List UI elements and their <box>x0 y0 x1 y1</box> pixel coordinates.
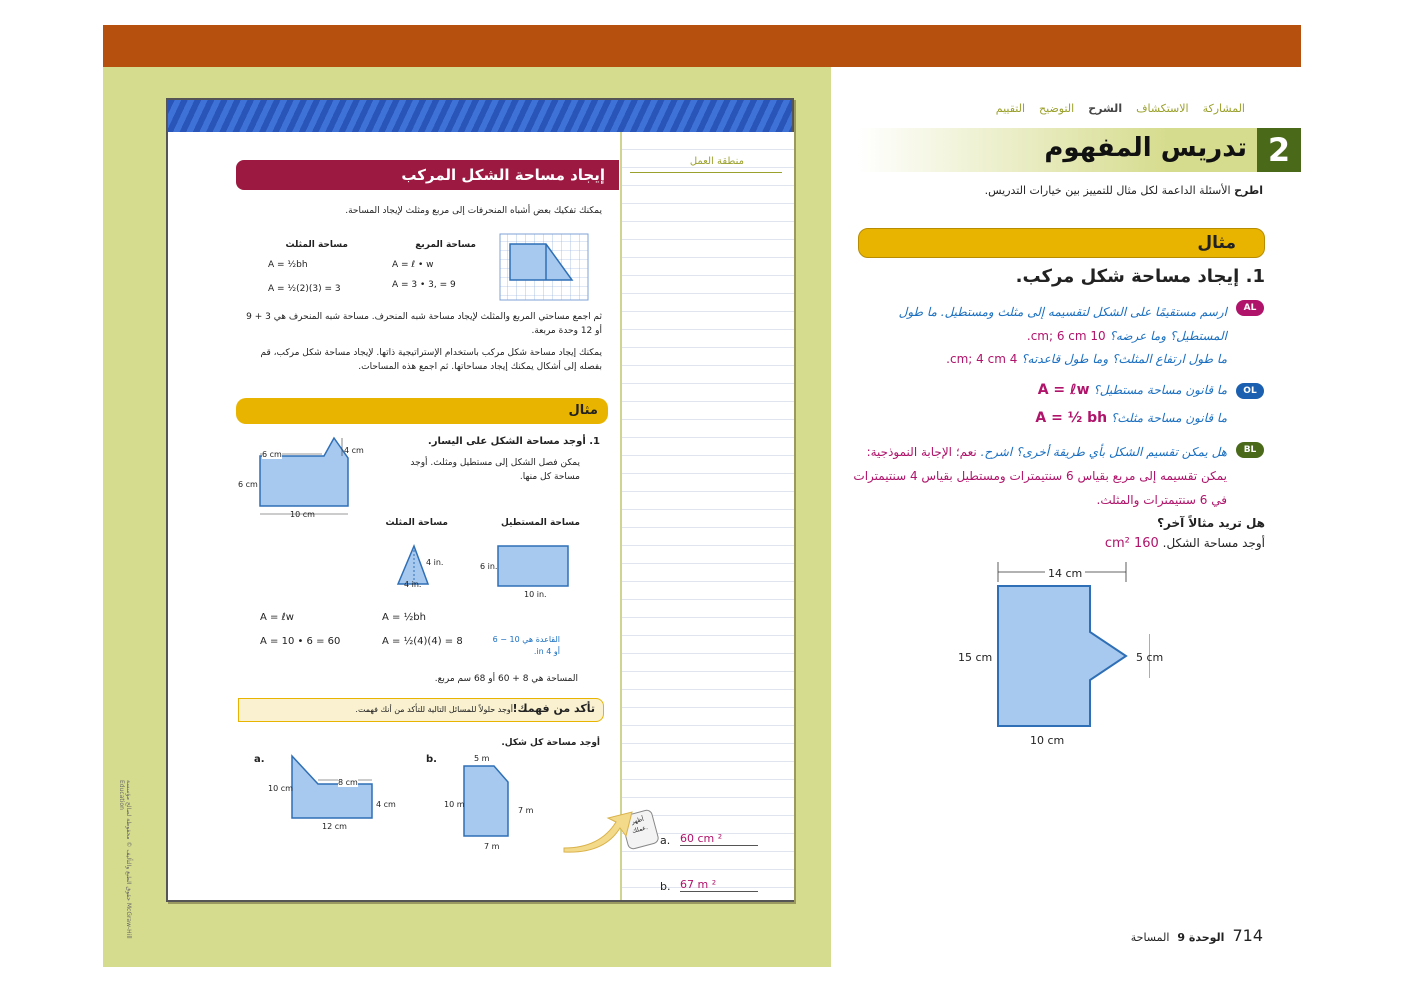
copyright-note: حقوق الطبع والتأليف © محفوظة لصالح مؤسسة McGraw-Hill Education <box>118 780 132 939</box>
triangle-formula: A = ½bh <box>268 260 308 270</box>
square-area-heading: مساحة المربع <box>415 240 476 250</box>
another-prompt-text: أوجد مساحة الشكل. <box>1162 536 1265 550</box>
rectangle-area-heading: مساحة المستطيل <box>501 518 580 528</box>
rect-width-label: 10 in. <box>524 590 547 599</box>
answer-b: 67 m ² <box>680 878 758 892</box>
bl-answer: نعم؛ الإجابة النموذجية: يمكن تقسيمه إلى مربع بقياس 6 سنتيمترات ومستطيل بقياس 4 سنتيمترات في 6 سنتيمترات والمثلث. <box>853 445 1227 507</box>
example-1-title: 1. أوجد مساحة الشكل على اليسار. <box>427 436 600 447</box>
ol-question-text: ما قانون مساحة مستطيل؟ <box>1093 383 1227 397</box>
calc-rect-result: A = 10 • 6 = 60 <box>260 636 341 647</box>
figure-b-top: 5 m <box>474 754 490 763</box>
total-area-text: المساحة هي 8 + 60 أو 68 سم مربع. <box>434 674 578 684</box>
fig1-left-label: 6 cm <box>238 480 258 489</box>
calc-rect-formula: A = ℓw <box>260 612 294 623</box>
lesson-phase-nav <box>996 102 1245 115</box>
triangle-area-heading: مساحة المثلث <box>285 240 348 250</box>
square-formula: A = ℓ • w <box>392 260 434 270</box>
answer-a-label: a. <box>660 834 671 847</box>
trapezoid-grid-figure <box>498 232 590 302</box>
fig1-right-label: 4 cm <box>344 446 364 455</box>
calc-tri-result: A = ½(4)(4) = 8 <box>382 636 463 647</box>
calc-tri-formula: A = ½bh <box>382 612 426 623</box>
figure-b-label: b. <box>426 754 437 765</box>
square-calc: A = 3 • 3, = 9 <box>392 280 456 290</box>
figure-b-left: 10 m <box>444 800 465 809</box>
al-answer: 10 cm; 6 cm. <box>1026 329 1106 343</box>
figure-right-bottom-label: 10 cm <box>1030 734 1065 747</box>
book-header-stripe <box>168 100 792 132</box>
badge-bl: BL <box>1236 442 1264 458</box>
work-area-column <box>620 132 794 900</box>
section-title: تدريس المفهوم <box>1044 133 1247 163</box>
rect-height-label: 6 in. <box>480 562 498 571</box>
figure-a-right: 4 cm <box>376 800 396 809</box>
section-banner <box>858 128 1301 172</box>
another-example-prompt <box>965 536 1265 551</box>
instruction-verb: اطرح <box>1234 184 1263 197</box>
base-note: القاعدة هي 10 − 6 أو 4 in. <box>492 635 560 656</box>
footer-unit: الوحدة 9 <box>1177 931 1225 944</box>
strategy-paragraph: يمكنك إيجاد مساحة شكل مركب باستخدام الإستراتيجية ذاتها. لإيجاد مساحة شكل مركب، قم بفصله إلى أشكال يمكنك إيجاد مساحاتها. ثم اجمع هذه المساحات. <box>260 348 602 372</box>
combine-paragraph: ثم اجمع مساحتي المربع والمثلث لإيجاد مساحة شبه المنحرف. مساحة شبه المنحرف هي 3 + 9 أو 12 وحدة مربعة. <box>246 312 602 336</box>
section-number: 2 <box>1257 128 1301 172</box>
check-bold-label: تأكد من فهمك! <box>512 702 595 715</box>
composite-figure-right <box>950 560 1150 740</box>
answer-arrow-icon <box>560 808 640 854</box>
footer-topic: المساحة <box>1130 931 1170 944</box>
nav-evaluate[interactable]: التقييم <box>995 102 1026 115</box>
fig1-top-label: 6 cm <box>262 450 282 459</box>
example-heading: 1. إيجاد مساحة شكل مركب. <box>1015 266 1265 287</box>
ol-question <box>857 382 1227 398</box>
tri-height-label: 4 in. <box>426 558 444 567</box>
bl-question-text: هل يمكن تقسيم الشكل بأي طريقة أخرى؟ اشرح. <box>980 445 1227 459</box>
check-understanding-bar <box>238 698 604 722</box>
question-4 <box>857 410 1227 426</box>
figure-right-top-label: 14 cm <box>1045 567 1085 580</box>
question-2 <box>857 352 1227 366</box>
q2-answer: 4 cm; 4 cm. <box>946 352 1018 366</box>
nav-elaborate[interactable]: التوضيح <box>1039 102 1075 115</box>
bl-question <box>851 440 1227 512</box>
figure-a <box>278 750 388 830</box>
figure-right-left-label: 15 cm <box>958 651 993 664</box>
al-question-text: ارسم مستقيمًا على الشكل لتقسيمه إلى مثلث ومستطيل. ما طول المستطيل؟ وما عرضه؟ <box>898 305 1227 343</box>
page-footer <box>1131 926 1263 945</box>
top-header-band <box>103 25 1301 67</box>
show-work-stamp: أظهر عملك. <box>620 808 660 850</box>
nav-explain[interactable]: الشرح <box>1088 102 1123 115</box>
badge-ol: OL <box>1236 383 1264 399</box>
tri-base-label: 4 in. <box>404 580 422 589</box>
al-question <box>857 300 1227 348</box>
another-answer: 160 cm² <box>1104 536 1159 551</box>
answer-a: 60 cm ² <box>680 832 758 846</box>
section-instruction <box>863 184 1263 197</box>
figure-a-left: 10 cm <box>268 784 293 793</box>
example-bar: مثال <box>236 398 608 424</box>
work-area-rule <box>630 172 782 173</box>
triangle-area-heading-2: مساحة المثلث <box>385 518 448 528</box>
intro-text: يمكنك تفكيك بعض أشباه المنحرفات إلى مربع ومثلث لإيجاد المساحة. <box>345 206 602 216</box>
example-1-body: يمكن فصل الشكل إلى مستطيل ومثلث. أوجد مساحة كل منها. <box>410 458 580 482</box>
another-example-title: هل تريد مثالاً آخر؟ <box>1157 516 1265 530</box>
lesson-title: إيجاد مساحة الشكل المركب <box>236 160 619 190</box>
figure-right-right-label: 5 cm <box>1136 651 1164 664</box>
q2-text: ما طول ارتفاع المثلث؟ وما طول قاعدته؟ <box>1021 352 1227 366</box>
q4-text: ما قانون مساحة مثلث؟ <box>1110 411 1227 425</box>
figure-a-label: a. <box>254 754 265 765</box>
page-number: 714 <box>1232 926 1263 945</box>
fig1-bottom-label: 10 cm <box>290 510 315 519</box>
figure-a-top: 8 cm <box>338 778 358 787</box>
check-instructions: أوجد حلولاً للمسائل التالية للتأكد من أنك فهمت. <box>355 705 513 714</box>
instruction-text: الأسئلة الداعمة لكل مثال للتمييز بين خيارات التدريس. <box>984 184 1231 197</box>
q4-answer: A = ½ bh <box>1035 410 1108 426</box>
triangle-calc: A = ½(2)(3) = 3 <box>268 284 341 294</box>
find-area-instruction: أوجد مساحة كل شكل. <box>501 738 600 748</box>
work-area-label: منطقة العمل <box>689 156 744 167</box>
figure-b-right: 7 m <box>518 806 534 815</box>
answer-b-label: b. <box>660 880 671 893</box>
nav-engage[interactable]: المشاركة <box>1202 102 1245 115</box>
badge-al: AL <box>1236 300 1264 316</box>
nav-explore[interactable]: الاستكشاف <box>1136 102 1189 115</box>
figure-a-bottom: 12 cm <box>322 822 347 831</box>
figure-b-bottom: 7 m <box>484 842 500 851</box>
example-label-bar: مثال <box>858 228 1265 258</box>
ol-answer: A = ℓw <box>1037 382 1090 398</box>
student-book-page <box>118 98 794 939</box>
